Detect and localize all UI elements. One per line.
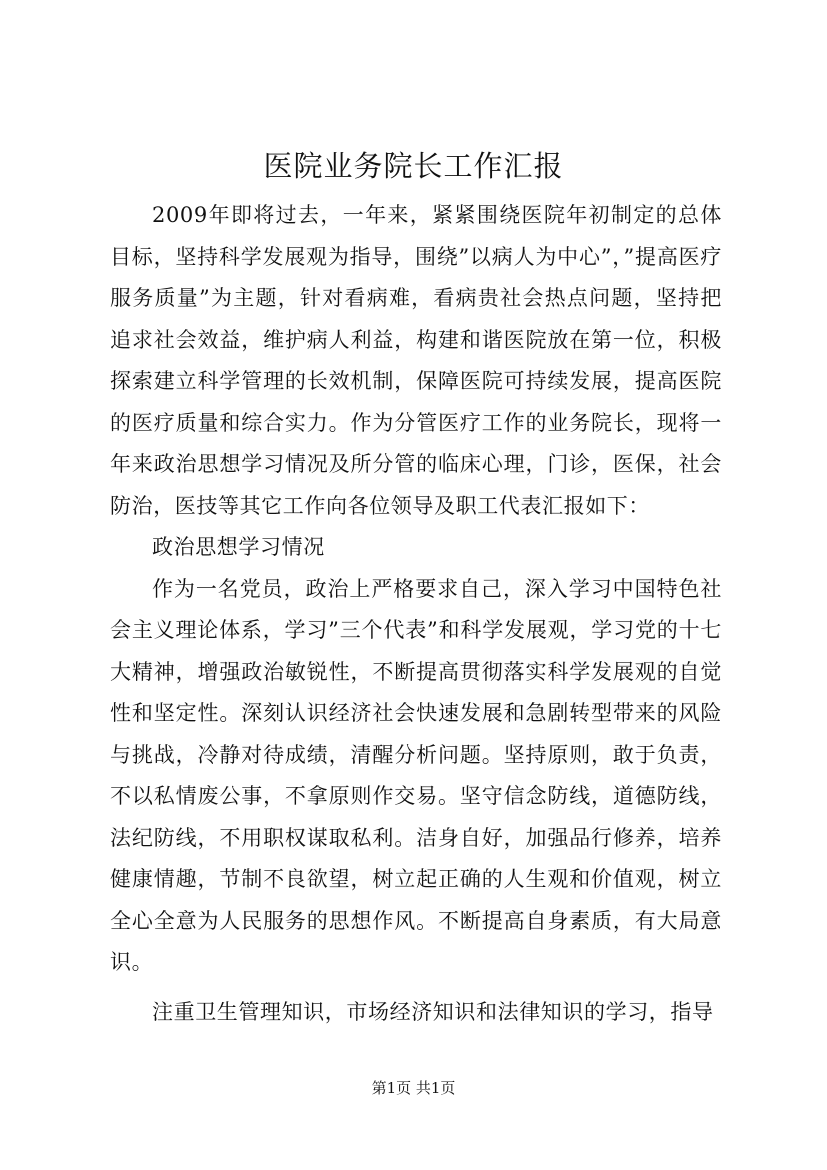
- section-heading-political-study: 政治思想学习情况: [152, 535, 325, 559]
- document-body: [110, 195, 722, 1033]
- paragraph-knowledge-study: 注重卫生管理知识，市场经济知识和法律知识的学习，指导: [152, 999, 714, 1024]
- page-number-footer: 第1页 共1页: [371, 1079, 456, 1097]
- paragraph-intro: 2009年即将过去，一年来，紧紧围绕医院年初制定的总体目标，坚持科学发展观为指导，围绕”以病人为中心”，”提高医疗服务质量”为主题，针对看病难，看病贵社会热点问题，坚持把追求社会效益，维护病人利益，构建和谐医院放在第一位，积极探索建立科学管理的长效机制，保障医院可持续发展，提高医院的医疗质量和综合实力。作为分管医疗工作的业务院长，现将一年来政治思想学习情况及所分管的临床心理，门诊，医保，社会防治，医技等其它工作向各位领导及职工代表汇报如下：: [110, 203, 722, 518]
- document-title: 医院业务院长工作汇报: [263, 149, 564, 183]
- paragraph-political-study: 作为一名党员，政治上严格要求自己，深入学习中国特色社会主义理论体系，学习”三个代表”和科学发展观，学习党的十七大精神，增强政治敏锐性，不断提高贯彻落实科学发展观的自觉性和坚定性。深刻认识经济社会快速发展和急剧转型带来的风险与挑战，冷静对待成绩，清醒分析问题。坚持原则，敢于负责，不以私情废公事，不拿原则作交易。坚守信念防线，道德防线，法纪防线，不用职权谋取私利。洁身自好，加强品行修养，培养健康情趣，节制不良欲望，树立起正确的人生观和价值观，树立全心全意为人民服务的思想作风。不断提高自身素质，有大局意识。: [110, 576, 722, 974]
